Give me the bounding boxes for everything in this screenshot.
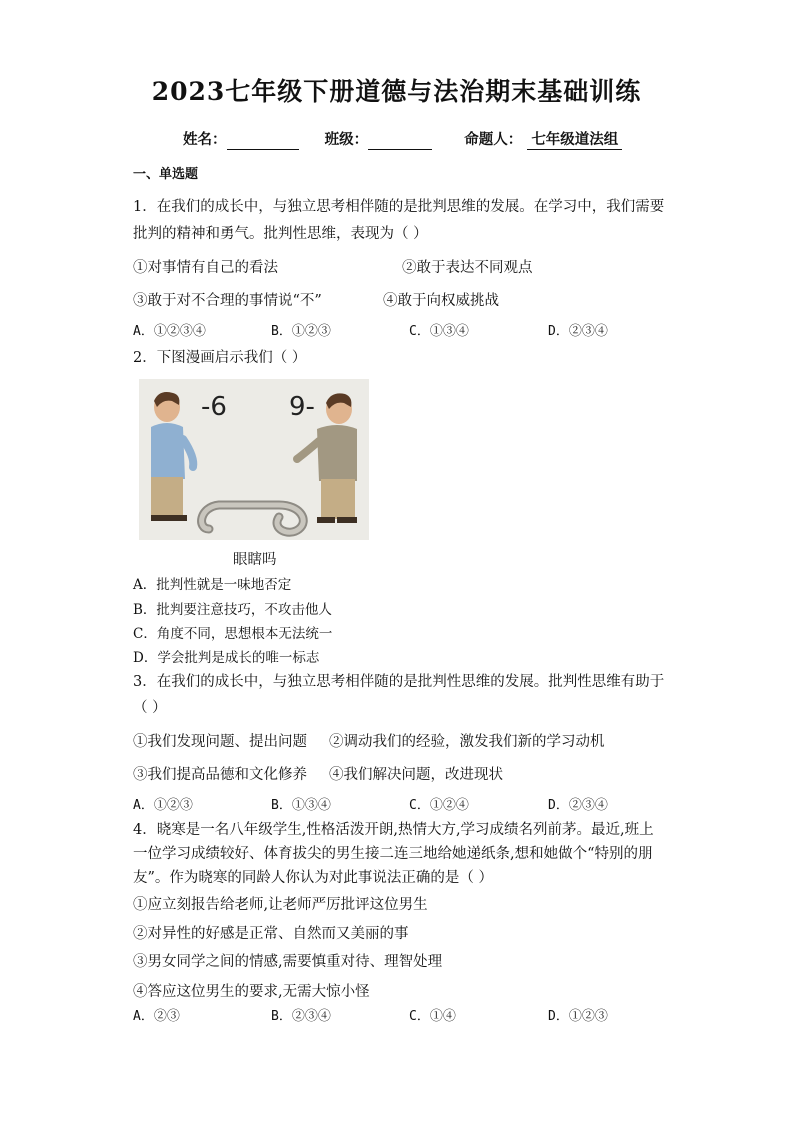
name-blank[interactable] — [227, 135, 299, 150]
q4-option-d[interactable]: D．①②③ — [548, 1009, 608, 1024]
q3-option-d[interactable]: D．②③④ — [548, 798, 608, 813]
q2-stem: 2．下图漫画启示我们（ ） — [133, 350, 307, 366]
q4-stem-line1: 4．晓寒是一名八年级学生,性格活泼开朗,热情大方,学习成绩名列前茅。最近,班上 — [133, 822, 654, 838]
q1-statement-1: ①对事情有自己的看法 — [133, 260, 278, 276]
q1-option-a[interactable]: A．①②③④ — [133, 324, 206, 339]
cartoon-image — [139, 379, 369, 540]
q3-statement-2: ②调动我们的经验，激发我们新的学习动机 — [329, 734, 605, 750]
cartoon-caption: 眼瞎吗 — [233, 552, 277, 568]
class-blank[interactable] — [368, 135, 432, 150]
q2-option-b[interactable]: B．批判要注意技巧，不攻击他人 — [133, 602, 332, 618]
q2-option-c[interactable]: C．角度不同，思想根本无法统一 — [133, 626, 333, 642]
name-label: 姓名： — [183, 131, 227, 148]
student-info-row — [183, 128, 622, 150]
q1-option-b[interactable]: B．①②③ — [271, 324, 331, 339]
q3-option-a[interactable]: A．①②③ — [133, 798, 193, 813]
left-number-label: -6 — [201, 392, 227, 422]
author-value: 七年级道法组 — [527, 128, 622, 150]
q1-statement-2: ②敢于表达不同观点 — [402, 260, 533, 276]
q1-stem-line1: 1．在我们的成长中，与独立思考相伴随的是批判思维的发展。在学习中，我们需要 — [133, 199, 665, 215]
q1-stem-line2: 批判的精神和勇气。批判性思维，表现为（ ） — [133, 226, 428, 242]
q3-statement-1: ①我们发现问题、提出问题 — [133, 734, 307, 750]
q3-option-c[interactable]: C．①②④ — [409, 798, 469, 813]
q4-statement-4: ④答应这位男生的要求,无需大惊小怪 — [133, 984, 370, 1000]
q4-option-c[interactable]: C．①④ — [409, 1009, 456, 1024]
q2-option-a[interactable]: A．批判性就是一味地否定 — [133, 577, 292, 593]
q3-statement-4: ④我们解决问题，改进现状 — [329, 767, 503, 783]
q3-stem-line1: 3．在我们的成长中，与独立思考相伴随的是批判性思维的发展。批判性思维有助于 — [133, 674, 665, 690]
right-number-label: 9- — [289, 392, 315, 422]
q4-statement-2: ②对异性的好感是正常、自然而又美丽的事 — [133, 926, 409, 942]
q4-option-a[interactable]: A．②③ — [133, 1009, 180, 1024]
q1-option-d[interactable]: D．②③④ — [548, 324, 608, 339]
q4-stem-line2: 一位学习成绩较好、体育拔尖的男生接二连三地给她递纸条,想和她做个“特别的朋 — [133, 846, 653, 862]
q4-stem-line3: 友”。作为晓寒的同龄人你认为对此事说法正确的是（ ） — [133, 870, 494, 886]
q2-option-d[interactable]: D．学会批判是成长的唯一标志 — [133, 650, 320, 666]
q3-stem-line2: （ ） — [133, 700, 167, 716]
q4-option-b[interactable]: B．②③④ — [271, 1009, 331, 1024]
q1-statement-3: ③敢于对不合理的事情说“不” — [133, 293, 322, 309]
author-label: 命题人： — [464, 131, 523, 148]
section-heading: 一、单选题 — [133, 167, 199, 182]
q4-statement-3: ③男女同学之间的情感,需要慎重对待、理智处理 — [133, 954, 443, 970]
q3-statement-3: ③我们提高品德和文化修养 — [133, 767, 307, 783]
q1-option-c[interactable]: C．①③④ — [409, 324, 469, 339]
q1-statement-4: ④敢于向权威挑战 — [383, 293, 499, 309]
page-title: 2023七年级下册道德与法治期末基础训练 — [151, 77, 642, 106]
class-label: 班级： — [324, 131, 369, 148]
q3-option-b[interactable]: B．①③④ — [271, 798, 331, 813]
q4-statement-1: ①应立刻报告给老师,让老师严厉批评这位男生 — [133, 897, 428, 913]
